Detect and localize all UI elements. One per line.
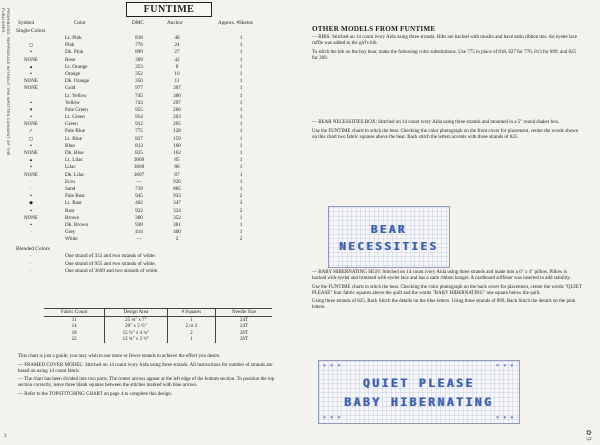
legend-symbol: ◆ xyxy=(29,201,33,207)
legend-row xyxy=(16,93,291,100)
legend-dmc: 350 xyxy=(135,78,143,85)
legend-color-name: Pale Green xyxy=(65,106,88,113)
legend-symbol: ▪ xyxy=(30,165,32,171)
legend-skeins: 1 xyxy=(239,63,243,70)
fabric-count-cell: 22 xyxy=(71,337,77,343)
design-area-cell: 25 ⅛" x 7" xyxy=(105,317,167,324)
legend-dmc: 827 xyxy=(135,135,143,142)
legend-color-name: Brown xyxy=(65,214,80,221)
legend-symbol: ▪ xyxy=(30,194,32,200)
bibs-paragraph: — BIBS: Stitched on 14 count ivory Aida using three strands. Bibs are backed with muslin and have satin ribbon ties. An eyelet lace ruffle was added to the girl's bib. xyxy=(312,35,578,46)
hibernating-paragraph: — BABY HIBERNATING SIGN: Stitched on 14 count ivory Aida using three strands and made into a 6" x 4" pillow. Pillow is backed with eyelet and trimmed with eyelet lace and has a satin ribbon hanger. A cardboard stiffener was inserted to add stability. xyxy=(312,270,571,281)
legend-anchor: 8 xyxy=(175,63,179,70)
legend-color-name: Dk. Blue xyxy=(65,150,84,156)
legend-row xyxy=(16,35,291,42)
legend-color-name: Lt. Lilac xyxy=(65,157,83,164)
blended-description: One strand of 955 and two strands of white. xyxy=(65,260,156,267)
chart-title: FUNTIME xyxy=(126,2,212,17)
legend-anchor: 307 xyxy=(173,85,181,92)
legend-color-name: White xyxy=(65,236,78,243)
legend-anchor: 324 xyxy=(173,207,181,214)
legend-symbol: · xyxy=(30,179,32,185)
legend-row xyxy=(16,42,291,49)
legend-anchor: 86 xyxy=(174,164,180,171)
legend-anchor: 206 xyxy=(173,106,181,113)
legend-anchor: 11 xyxy=(174,78,180,85)
legend-dmc: — xyxy=(136,236,142,243)
legend-skeins: 1 xyxy=(239,99,243,106)
legend-skeins: 1 xyxy=(239,92,243,99)
legend-anchor: 352 xyxy=(173,214,181,221)
legend-color-name: Lilac xyxy=(65,164,76,171)
bear-necessities-chart xyxy=(328,206,450,268)
legend-anchor: 300 xyxy=(173,92,181,99)
legend-symbol: · xyxy=(30,36,32,41)
quiet-please-chart xyxy=(318,360,520,424)
hibernating-paragraph: Use the FUNTIME charts to stitch the bear. Checking the color photograph on the back cover for placement, center the words "QUIET PLEASE" four fabric squares above the quilt and the words "BABY HIBERNATING" one square below the quilt. xyxy=(312,284,582,296)
legend-dmc: 899 xyxy=(135,49,143,56)
legend-symbol: ◻ xyxy=(28,43,34,49)
blended-colors-list xyxy=(16,253,291,275)
fabric-count-cell: 18 xyxy=(71,330,77,336)
legend-color-name: Dk. Brown xyxy=(65,221,89,228)
legend-header xyxy=(16,18,291,27)
legend-symbol: · xyxy=(30,93,32,99)
legend-symbol: NONE xyxy=(24,215,38,221)
legend-skeins: 1 xyxy=(239,121,243,128)
legend-symbol: ▪ xyxy=(30,100,32,106)
legend-symbol: ▪ xyxy=(30,50,32,56)
legend-color-name: Ecru xyxy=(65,178,75,185)
needle-size-cell: 24T xyxy=(216,317,272,324)
legend-skeins: 1 xyxy=(239,128,243,135)
legend-anchor: 297 xyxy=(173,99,181,106)
legend-symbol: ▴ xyxy=(29,64,33,70)
legend-anchor: 2 xyxy=(175,236,179,243)
needle-size-cell: 26T xyxy=(216,337,272,344)
legend-symbol: ▴ xyxy=(29,158,33,164)
legend-anchor: 85 xyxy=(174,157,180,164)
heart-row-icon: ♥ ♥ ♥ xyxy=(323,364,342,369)
legend-skeins: 1 xyxy=(239,157,243,164)
legend-row xyxy=(16,49,291,56)
legend-row xyxy=(16,64,291,71)
design-area-cell: 12 ¾" x 3 ½" xyxy=(105,337,167,344)
legend-dmc: 945 xyxy=(135,193,143,200)
heart-row-icon: ♥ ♥ ♥ xyxy=(496,416,515,421)
note-paragraph: — FRAMED COVER MODEL: Stitched on 14 count ivory Aida using three strands. All instructions for number of strands are based on using 14 count fabric. xyxy=(18,362,273,374)
blended-row xyxy=(16,268,291,275)
legend-row xyxy=(16,172,291,179)
squares-cell: 2 or 3 xyxy=(167,324,216,331)
legend-row xyxy=(16,85,291,92)
chart-word: NECESSITIES xyxy=(339,240,439,253)
squares-header: # Squares xyxy=(167,309,216,317)
legend-symbol: ▪ xyxy=(30,115,32,121)
legend-anchor: 27 xyxy=(174,49,180,56)
legend-symbol: ◻ xyxy=(28,136,34,142)
header-symbol: Symbol xyxy=(18,20,35,26)
squares-cell: 1 xyxy=(167,337,216,344)
legend-row xyxy=(16,179,291,186)
table-row xyxy=(44,337,272,344)
legend-skeins: 1 xyxy=(239,185,243,192)
legend-dmc: 402 xyxy=(135,200,143,207)
necessities-paragraph: Use the FUNTIME charts to stitch the bear. Checking the color photograph on the front cover for placement, center the words shown on this chart two fabric squares above the bear. Back stitch the letters accents with three strands of 825. xyxy=(312,128,579,140)
legend-dmc: 300 xyxy=(135,214,143,221)
legend-skeins: 1 xyxy=(239,70,243,77)
needle-size-cell: 26T xyxy=(216,330,272,337)
legend-dmc: 938 xyxy=(135,221,143,228)
legend-row xyxy=(16,215,291,222)
squares-cell: 2 xyxy=(167,330,216,337)
legend-symbol: ▪ xyxy=(30,222,32,228)
legend-dmc: 3607 xyxy=(133,171,145,178)
legend-color-name: Sand xyxy=(65,185,76,192)
legend-anchor: 10 xyxy=(174,70,180,77)
legend-dmc: 813 xyxy=(135,142,143,149)
legend-color-name: Orange xyxy=(65,70,81,77)
legend-row xyxy=(16,57,291,64)
legend-symbol: · xyxy=(30,268,32,274)
page-number: 3 xyxy=(4,434,7,439)
heart-row-icon: ♥ ♥ ♥ xyxy=(323,416,342,421)
legend-skeins: 1 xyxy=(239,214,243,221)
needle-size-header: Needle Size xyxy=(216,309,272,317)
legend-skeins: 1 xyxy=(239,229,243,236)
legend-anchor: 48 xyxy=(174,35,180,41)
legend-symbol: NONE xyxy=(24,122,38,128)
table-row xyxy=(44,317,272,324)
squares-cell: 1 xyxy=(167,317,216,324)
single-colors-label: Single Colors xyxy=(16,28,46,34)
legend-anchor: 203 xyxy=(173,114,181,121)
legend-row xyxy=(16,128,291,135)
legend-dmc: 775 xyxy=(135,128,143,135)
legend-skeins: 1 xyxy=(239,171,243,178)
legend-row xyxy=(16,121,291,128)
legend-color-name: Dk. Lilac xyxy=(65,171,85,178)
legend-color-name: Lt. Pink xyxy=(65,35,82,41)
legend-skeins: 1 xyxy=(239,78,243,85)
legend-dmc: 352 xyxy=(135,70,143,77)
legend-skeins: 1 xyxy=(239,178,243,185)
legend-row xyxy=(16,200,291,207)
legend-anchor: 926 xyxy=(173,178,181,185)
legend-row xyxy=(16,143,291,150)
legend-anchor: 160 xyxy=(173,142,181,149)
legend-skeins: 1 xyxy=(239,42,243,49)
legend-dmc: 745 xyxy=(135,92,143,99)
legend-dmc: 3609 xyxy=(133,157,145,164)
legend-dmc: 309 xyxy=(135,56,143,63)
legend-skeins: 2 xyxy=(239,236,243,243)
legend-symbol: NONE xyxy=(24,57,38,63)
legend-dmc: 739 xyxy=(135,185,143,192)
legend-color-name: Lt. Blue xyxy=(65,135,83,142)
legend-row xyxy=(16,114,291,121)
legend-anchor: 159 xyxy=(173,135,181,142)
legend-symbol: NONE xyxy=(24,79,38,85)
heart-row-icon: ♥ ♥ ♥ xyxy=(496,364,515,369)
header-dmc: DMC xyxy=(132,20,144,26)
legend-dmc: 922 xyxy=(135,207,143,214)
legend-dmc: 743 xyxy=(135,99,143,106)
legend-anchor: 24 xyxy=(174,42,180,49)
legend-skeins: 1 xyxy=(239,56,243,63)
legend-anchor: 42 xyxy=(174,56,180,63)
blended-description: One strand of 353 and two strands of white. xyxy=(65,253,156,260)
legend-color-name: Yellow xyxy=(65,99,80,106)
legend-row xyxy=(16,236,291,243)
legend-symbol: NONE xyxy=(24,86,38,92)
legend-dmc: 954 xyxy=(135,114,143,121)
legend-color-name: Pale Blue xyxy=(65,128,86,135)
legend-dmc: 414 xyxy=(135,229,143,236)
fabric-table xyxy=(44,308,272,343)
other-models-column xyxy=(312,26,582,143)
legend-symbol: ▾ xyxy=(29,107,33,113)
legend-color-name: Lt. Green xyxy=(65,114,85,121)
legend-dmc: 3608 xyxy=(133,164,145,171)
legend-dmc: 977 xyxy=(135,85,143,92)
legend-anchor: 87 xyxy=(174,171,180,178)
design-area-header: Design Area xyxy=(105,309,167,317)
chart-word: QUIET PLEASE xyxy=(363,376,475,390)
legend-color-name: Dk. Pink xyxy=(65,49,84,56)
single-colors-list xyxy=(16,35,291,243)
legend-skeins: 1 xyxy=(239,85,243,92)
legend-skeins: 1 xyxy=(239,164,243,171)
legend-color-name: Blue xyxy=(65,142,75,149)
legend-symbol: · xyxy=(30,261,32,267)
legend-anchor: 933 xyxy=(173,193,181,200)
legend-anchor: 128 xyxy=(173,128,181,135)
legend-color-name: Lt. Rust xyxy=(65,200,82,207)
blended-colors-label: Blended Colors xyxy=(16,246,50,253)
legend-skeins: 3 xyxy=(239,200,243,207)
legend-skeins: 1 xyxy=(239,114,243,121)
stitch-notes xyxy=(18,354,283,400)
legend-row xyxy=(16,186,291,193)
legend-skeins: 1 xyxy=(239,49,243,56)
fabric-count-header: Fabric Count xyxy=(44,309,105,317)
legend-color-name: Grey xyxy=(65,229,76,236)
legend-skeins: 2 xyxy=(239,193,243,200)
legend-symbol: · xyxy=(30,254,32,260)
note-paragraph: — The chart has been divided into two parts. The center arrows appear at the left edge of the bottom section. To position the top section correctly, leave three blank squares between the stitches marked with blue arrows. xyxy=(18,377,275,388)
legend-dmc: 825 xyxy=(135,150,143,156)
design-area-cell: 15 ½" x 4 ¼" xyxy=(105,330,167,337)
legend-skeins: 1 xyxy=(239,150,243,156)
chart-word: BEAR xyxy=(370,223,408,236)
legend-color-name: Pale Rust xyxy=(65,193,85,200)
legend-row xyxy=(16,71,291,78)
legend-row xyxy=(16,78,291,85)
legend-anchor: 381 xyxy=(173,221,181,228)
legend-row xyxy=(16,193,291,200)
legend-anchor: 347 xyxy=(173,200,181,207)
legend-row xyxy=(16,222,291,229)
legend-symbol: · xyxy=(30,186,32,192)
legend-skeins: 2 xyxy=(239,207,243,214)
other-models-heading: OTHER MODELS FROM FUNTIME xyxy=(312,25,436,33)
legend-symbol: ▪ xyxy=(30,71,32,77)
legend-row xyxy=(16,157,291,164)
legend-anchor: 205 xyxy=(173,121,181,128)
legend-color-name: Dk. Orange xyxy=(65,78,90,85)
fabric-table-body xyxy=(44,317,272,344)
legend-anchor: 885 xyxy=(173,185,181,192)
hibernating-paragraph: Using three strands of 825, Back Stitch the details on the blue letters. Using three strands of 899, Back Stitch the details on the pink letters. xyxy=(312,299,576,310)
necessities-paragraph: — BEAR NECESSITIES BOX: Stitched on 14 count ivory Aida using three strands and mounted in a 5" round shaker box. xyxy=(312,120,560,125)
legend-skeins: 1 xyxy=(239,35,243,41)
legend-color-name: Rust xyxy=(65,207,75,214)
legend-color-name: Gold xyxy=(65,85,76,92)
fabric-count-cell: 14 xyxy=(71,324,77,330)
legend-row xyxy=(16,229,291,236)
legend-skeins: 1 xyxy=(239,135,243,142)
legend-skeins: 1 xyxy=(239,221,243,228)
table-row xyxy=(44,330,272,337)
legend-row xyxy=(16,136,291,143)
legend-row xyxy=(16,100,291,107)
legend-color-name: Green xyxy=(65,121,78,128)
fabric-count-cell: 11 xyxy=(71,317,77,323)
design-area-cell: 20" x 5 ½" xyxy=(105,324,167,331)
legend-dmc: 818 xyxy=(135,35,143,41)
legend-symbol: NONE xyxy=(24,151,38,156)
legend-skeins: 1 xyxy=(239,106,243,113)
note-paragraph: — Refer to the TOPSTITCHING CHART on page 4 to complete this design. xyxy=(18,391,172,397)
blended-row xyxy=(16,261,291,268)
legend-symbol: ▪ xyxy=(30,143,32,149)
hibernating-section xyxy=(312,270,582,314)
legend-color-name: Lt. Yellow xyxy=(65,92,87,99)
needle-size-cell: 24T xyxy=(216,324,272,331)
header-anchor: Anchor xyxy=(167,20,183,26)
legend-dmc: 353 xyxy=(135,63,143,70)
color-legend xyxy=(16,18,291,275)
corner-mark: ✿ 9 xyxy=(584,429,593,441)
legend-row xyxy=(16,164,291,171)
blended-row xyxy=(16,253,291,260)
legend-color-name: Pink xyxy=(65,42,75,49)
legend-symbol: · xyxy=(30,230,32,236)
note-paragraph: This chart is just a guide; you may wish to use more or fewer strands to achieve the effect you desire. xyxy=(18,354,221,359)
header-skeins: Approx. #Skeins xyxy=(218,20,253,26)
header-color: Color xyxy=(74,20,86,26)
legend-symbol: ✓ xyxy=(28,129,34,135)
legend-dmc: — xyxy=(136,178,142,185)
legend-symbol: ▪ xyxy=(30,208,32,214)
legend-symbol: NONE xyxy=(24,172,38,178)
legend-color-name: Lt. Orange xyxy=(65,63,88,70)
legend-anchor: 400 xyxy=(173,229,181,236)
copyright-side-text: PROHIBITED. REPRODUCE WITHOUT THE WRITTEN CONSENT OF THE PUBLISHER. xyxy=(1,8,11,156)
legend-anchor: 162 xyxy=(173,150,181,156)
blended-description: One strand of 3609 and two strands of white. xyxy=(65,267,159,274)
table-row xyxy=(44,324,272,331)
chart-word: BABY HIBERNATING xyxy=(344,395,494,409)
legend-row xyxy=(16,150,291,157)
legend-row xyxy=(16,208,291,215)
legend-color-name: Rose xyxy=(65,56,76,63)
legend-dmc: 776 xyxy=(135,42,143,49)
legend-skeins: 1 xyxy=(239,142,243,149)
legend-dmc: 955 xyxy=(135,106,143,113)
legend-row xyxy=(16,107,291,114)
legend-dmc: 912 xyxy=(135,121,143,128)
bibs-paragraph: To stitch the bib on the boy bear, make the following color substitutions. Use 775 in place of 818, 827 for 776, 813 for 899, and 825 for 309. xyxy=(312,49,576,61)
